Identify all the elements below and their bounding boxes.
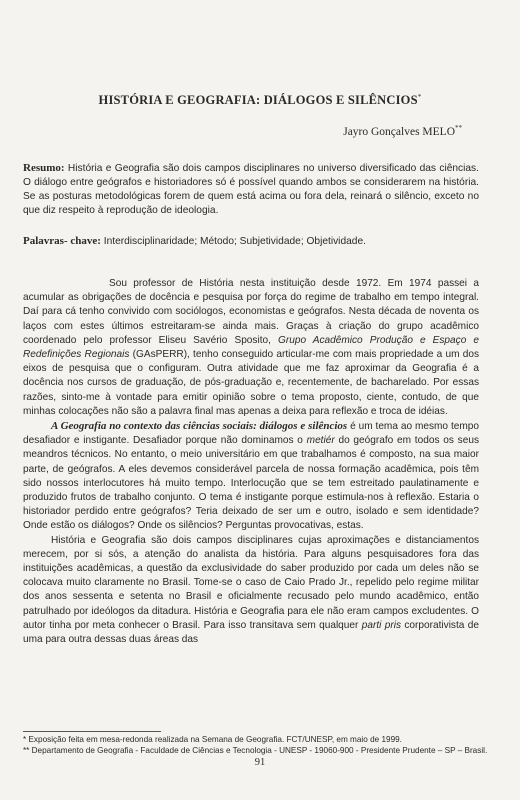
paragraph-2-text-b: do geógrafo em todos os seus meandros técnicos. No entanto, o meio universitário em que trabalhamos é composto, na sua maior parte, de geógrafos. A eles devemos considerável parcela de nossa formação acadêmica, pois têm sido nossos interlocutores há muito tempo. Interlocução que se tem estreitado paulatinamente e produzido frutos de trabalho conjunto. O tema é instigante porque estimula-nos à reflexão. Estaria o historiador perdido entre geógrafos? Teria deixado de ser um e outro, isolado e sem identidade? Onde estão os diálogos? Onde os silêncios? Perguntas provocativas, estas. (23, 435, 479, 532)
paragraph-3 (23, 534, 479, 648)
footnotes (23, 735, 493, 756)
paragraph-3-text-b: corporativista de uma para outra dessas duas áreas das (23, 619, 479, 646)
paragraph-3-text-a: História e Geografia são dois campos disciplinares cujas aproximações e distanciamentos merecem, por si sós, a atenção do analista da história. Para alguns pesquisadores fora das instituições acadêmicas, a questão da exclusividade do saber produzido por cada um deles não se colocava muito claramente no Brasil. Tome-se o caso de Caio Prado Jr., repelido pelo regime militar dos anos sessenta e setenta no Brasil e oficialmente recusado pelo mundo acadêmico, então patrulhado por ideólogos da ditadura. História e Geografia para ele não eram campos excludentes. O autor tinha por meta conhecer o Brasil. Para isso transitava sem qualquer (23, 534, 479, 631)
paragraph-2-text-a: é um tema ao mesmo tempo desafiador e instigante. Desafiador porque não dominamos o (23, 421, 479, 447)
abstract-text: História e Geografia são dois campos disciplinares no universo diversificado das ciências. O diálogo entre geógrafos e historiadores só é possível quando ambos se considerarem na história. Se as posturas metodológicas forem de quem está acima ou fora dela, reinará o silêncio, exceto no que diz respeito à reprodução de ideologia. (23, 163, 479, 217)
paragraph-1-text-a: Sou professor de História nesta instituição desde 1972. Em 1974 passei a acumular as obrigações de docência e pesquisa por força do regime de trabalho em tempo integral. Daí para cá tenho convivido com sociólogos, economistas e geógrafos. Nesta década de noventa os laços com estes últimos estreitaram-se ainda mais. Graças à criação do grupo acadêmico coordenado pelo professor Eliseu Savério Sposito, (23, 278, 479, 346)
footnote-2: ** Departamento de Geografia - Faculdade de Ciências e Tecnologia - UNESP - 19060-900 - Presidente Prudente – SP – Brasil. (23, 745, 488, 755)
author-name: Jayro Gonçalves MELO (343, 125, 455, 138)
paragraph-1-italic: Grupo Acadêmico Produção e Espaço e Redefinições Regionais (23, 334, 479, 361)
keywords (23, 234, 479, 249)
footnote-1: * Exposição feita em mesa-redonda realizada na Semana de Geografia. FCT/UNESP, em maio de 1999. (23, 735, 402, 744)
keywords-label: Palavras- chave: (23, 235, 101, 247)
paragraph-3-italic: parti pris (361, 619, 402, 631)
paragraph-1-text-b: (GAsPERR), tenho conseguido articular-me com mais propriedade a um dos eixos de pesquisa que o configuram. Outra atividade que me faz aproximar da Geografia é a docência nos cursos de graduação, de pós-graduação e, recentemente, de bacharelado. Por essas razões, sinto-me à vontade para emitir opinião sobre o tema proposto, ciente, contudo, de que minhas colocações não são a palavra final mas apenas a deixa para reflexão e troca de idéias. (23, 349, 479, 417)
footnote-divider (23, 731, 161, 732)
abstract-label: Resumo: (23, 162, 65, 174)
paragraph-2-bold-italic: A Geografia no contexto das ciências sociais: diálogos e silêncios (51, 420, 348, 433)
abstract (23, 161, 479, 218)
paragraph-1 (23, 277, 479, 419)
article-title-text: HISTÓRIA E GEOGRAFIA: DIÁLOGOS E SILÊNCIOS (98, 93, 418, 108)
paragraph-2-italic: metiér (306, 435, 335, 447)
article-body (23, 277, 479, 647)
paragraph-2 (23, 419, 479, 534)
page-number: 91 (254, 757, 266, 768)
author-footnote-mark: ** (455, 124, 462, 132)
keywords-text: Interdisciplinaridade; Método; Subjetividade; Objetividade. (100, 236, 366, 247)
article-title (0, 93, 520, 108)
author-line (343, 124, 462, 138)
title-footnote-mark: * (417, 93, 422, 101)
